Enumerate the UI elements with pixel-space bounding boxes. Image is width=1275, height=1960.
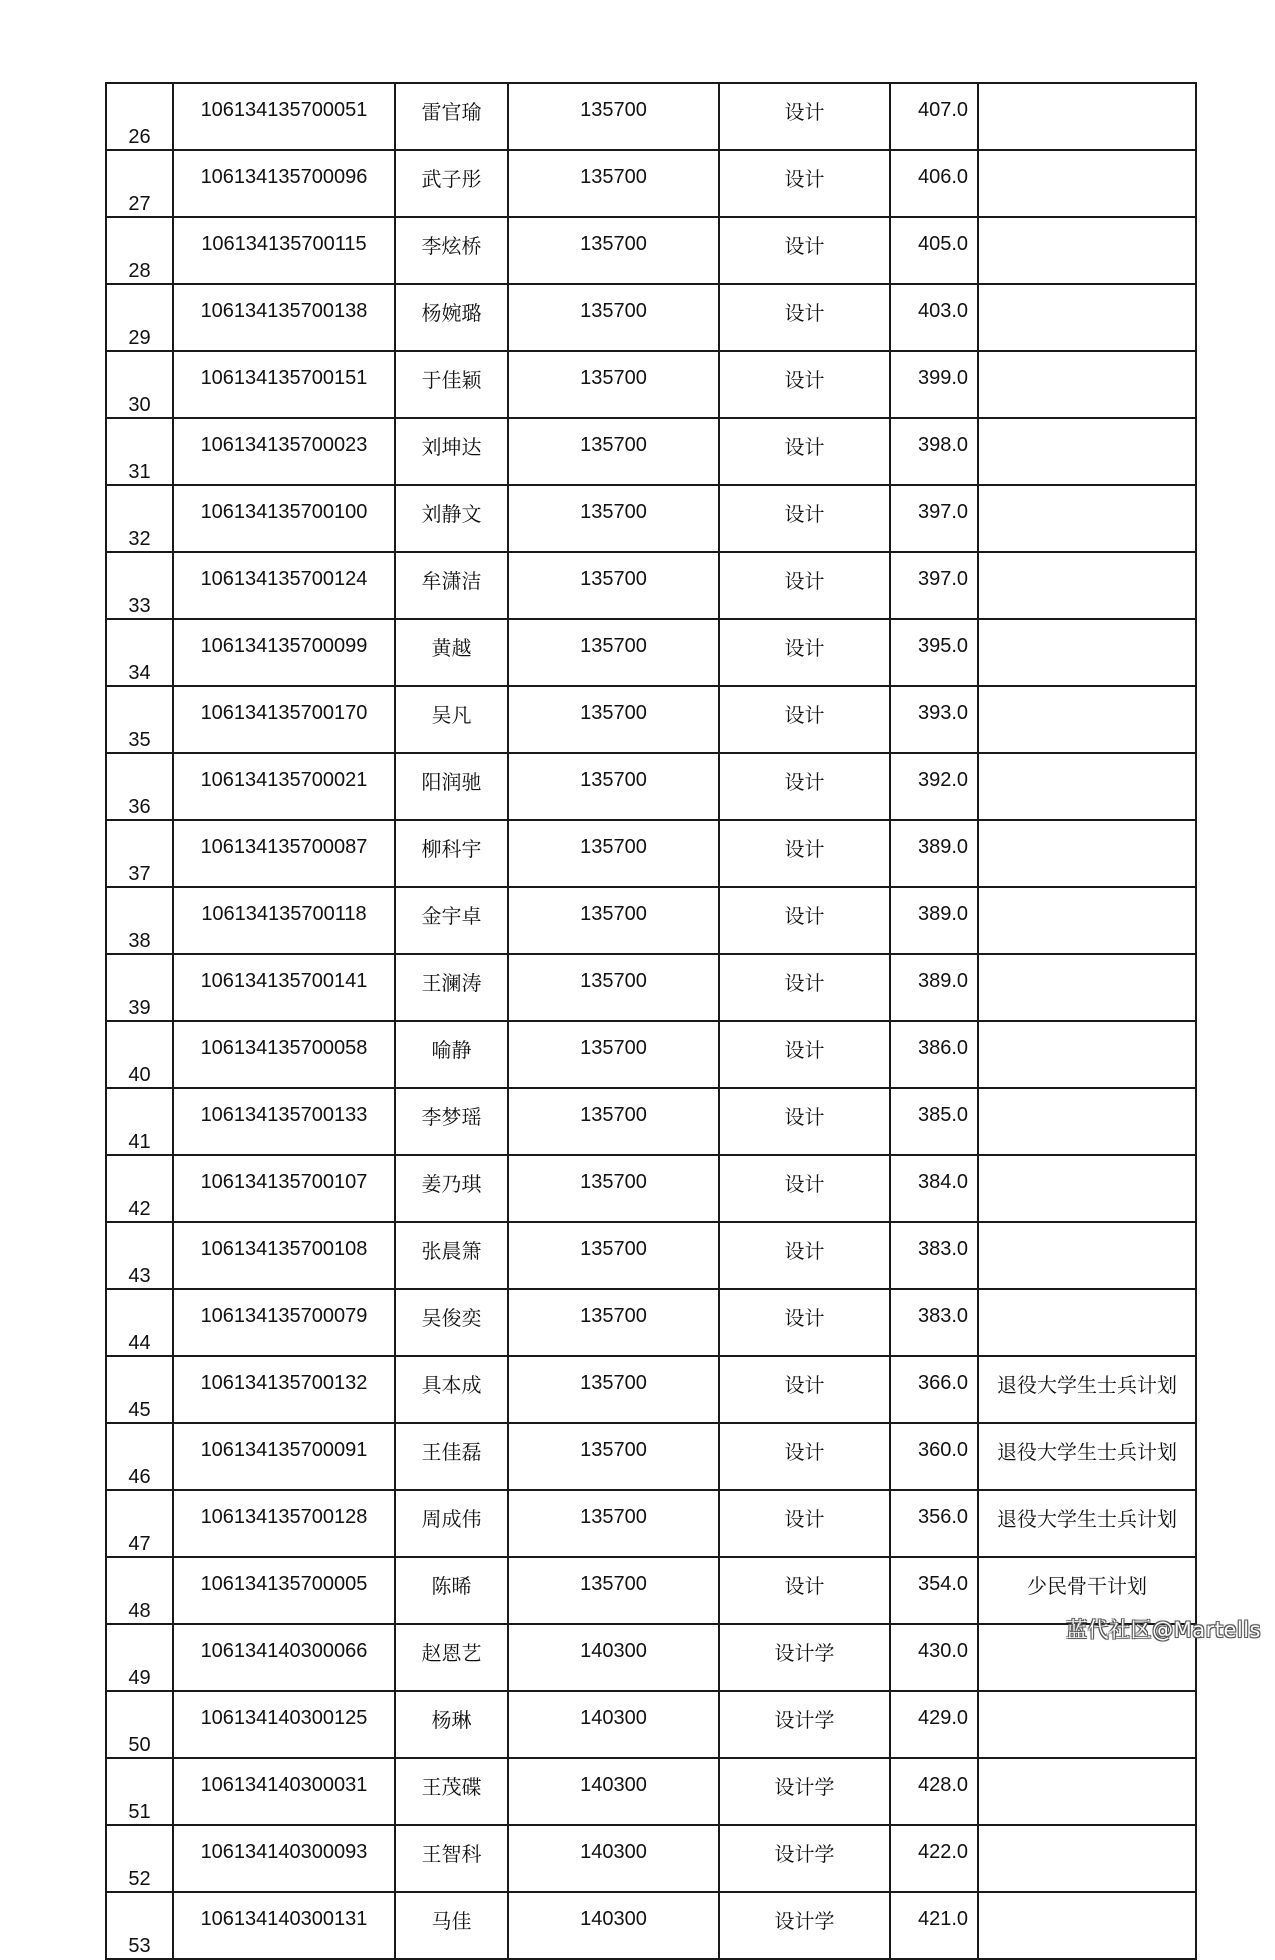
major-name-cell: 设计 (719, 552, 890, 619)
row-index-cell: 41 (106, 1088, 173, 1155)
student-name-cell: 王澜涛 (395, 954, 508, 1021)
exam-id-cell: 106134135700132 (173, 1356, 395, 1423)
row-index-cell: 46 (106, 1423, 173, 1490)
table-row (106, 753, 1196, 820)
exam-id-cell: 106134140300125 (173, 1691, 395, 1758)
total-score-cell: 428.0 (890, 1758, 978, 1825)
student-name-cell: 李炫桥 (395, 217, 508, 284)
total-score-cell: 405.0 (890, 217, 978, 284)
total-score-cell: 429.0 (890, 1691, 978, 1758)
major-code-cell: 135700 (508, 820, 719, 887)
student-name-cell: 吴凡 (395, 686, 508, 753)
major-name-cell: 设计 (719, 485, 890, 552)
remark-cell: 退役大学生士兵计划 (978, 1356, 1196, 1423)
major-code-cell: 135700 (508, 351, 719, 418)
exam-id-cell: 106134135700107 (173, 1155, 395, 1222)
row-index-cell: 39 (106, 954, 173, 1021)
student-name-cell: 金宇卓 (395, 887, 508, 954)
remark-cell (978, 1088, 1196, 1155)
major-code-cell: 135700 (508, 418, 719, 485)
table-row (106, 150, 1196, 217)
exam-id-cell: 106134135700091 (173, 1423, 395, 1490)
student-name-cell: 马佳 (395, 1892, 508, 1959)
major-name-cell: 设计 (719, 1557, 890, 1624)
major-code-cell: 135700 (508, 552, 719, 619)
remark-cell (978, 820, 1196, 887)
table-row (106, 1356, 1196, 1423)
student-name-cell: 刘坤达 (395, 418, 508, 485)
major-name-cell: 设计 (719, 1021, 890, 1088)
row-index-cell: 48 (106, 1557, 173, 1624)
major-name-cell: 设计 (719, 1222, 890, 1289)
total-score-cell: 430.0 (890, 1624, 978, 1691)
table-row (106, 418, 1196, 485)
remark-cell (978, 954, 1196, 1021)
student-name-cell: 武子彤 (395, 150, 508, 217)
major-code-cell: 135700 (508, 284, 719, 351)
major-name-cell: 设计学 (719, 1624, 890, 1691)
total-score-cell: 407.0 (890, 83, 978, 150)
student-name-cell: 吴俊奕 (395, 1289, 508, 1356)
table-row (106, 1624, 1196, 1691)
exam-id-cell: 106134135700079 (173, 1289, 395, 1356)
remark-cell (978, 686, 1196, 753)
table-row (106, 485, 1196, 552)
exam-id-cell: 106134140300066 (173, 1624, 395, 1691)
table-row (106, 1289, 1196, 1356)
student-name-cell: 王茂碟 (395, 1758, 508, 1825)
row-index-cell: 34 (106, 619, 173, 686)
row-index-cell: 27 (106, 150, 173, 217)
major-code-cell: 140300 (508, 1758, 719, 1825)
exam-id-cell: 106134135700141 (173, 954, 395, 1021)
major-name-cell: 设计学 (719, 1758, 890, 1825)
row-index-cell: 44 (106, 1289, 173, 1356)
total-score-cell: 403.0 (890, 284, 978, 351)
table-body (106, 83, 1196, 1959)
exam-id-cell: 106134135700023 (173, 418, 395, 485)
row-index-cell: 38 (106, 887, 173, 954)
major-name-cell: 设计 (719, 619, 890, 686)
table-row (106, 1892, 1196, 1959)
table-row (106, 887, 1196, 954)
row-index-cell: 43 (106, 1222, 173, 1289)
remark-cell (978, 418, 1196, 485)
major-code-cell: 135700 (508, 686, 719, 753)
admission-table (105, 82, 1197, 1960)
total-score-cell: 386.0 (890, 1021, 978, 1088)
row-index-cell: 31 (106, 418, 173, 485)
table-row (106, 1758, 1196, 1825)
major-name-cell: 设计 (719, 1490, 890, 1557)
major-code-cell: 135700 (508, 1222, 719, 1289)
major-name-cell: 设计 (719, 150, 890, 217)
exam-id-cell: 106134135700170 (173, 686, 395, 753)
remark-cell (978, 1691, 1196, 1758)
major-code-cell: 135700 (508, 1356, 719, 1423)
table-row (106, 1155, 1196, 1222)
remark-cell (978, 619, 1196, 686)
row-index-cell: 30 (106, 351, 173, 418)
remark-cell (978, 887, 1196, 954)
major-name-cell: 设计 (719, 753, 890, 820)
table-row (106, 1557, 1196, 1624)
table-row (106, 552, 1196, 619)
student-name-cell: 于佳颖 (395, 351, 508, 418)
total-score-cell: 395.0 (890, 619, 978, 686)
total-score-cell: 406.0 (890, 150, 978, 217)
row-index-cell: 36 (106, 753, 173, 820)
row-index-cell: 52 (106, 1825, 173, 1892)
total-score-cell: 354.0 (890, 1557, 978, 1624)
exam-id-cell: 106134140300093 (173, 1825, 395, 1892)
exam-id-cell: 106134135700100 (173, 485, 395, 552)
exam-id-cell: 106134140300031 (173, 1758, 395, 1825)
exam-id-cell: 106134135700108 (173, 1222, 395, 1289)
major-name-cell: 设计 (719, 887, 890, 954)
major-name-cell: 设计 (719, 1289, 890, 1356)
major-code-cell: 135700 (508, 954, 719, 1021)
exam-id-cell: 106134135700151 (173, 351, 395, 418)
major-name-cell: 设计 (719, 284, 890, 351)
remark-cell (978, 83, 1196, 150)
row-index-cell: 37 (106, 820, 173, 887)
remark-cell (978, 1021, 1196, 1088)
row-index-cell: 28 (106, 217, 173, 284)
total-score-cell: 389.0 (890, 887, 978, 954)
student-name-cell: 雷官瑜 (395, 83, 508, 150)
student-name-cell: 阳润驰 (395, 753, 508, 820)
remark-cell (978, 1892, 1196, 1959)
remark-cell: 退役大学生士兵计划 (978, 1423, 1196, 1490)
major-code-cell: 135700 (508, 1557, 719, 1624)
table-row (106, 217, 1196, 284)
student-name-cell: 赵恩艺 (395, 1624, 508, 1691)
table-row (106, 1021, 1196, 1088)
total-score-cell: 383.0 (890, 1222, 978, 1289)
major-name-cell: 设计 (719, 1356, 890, 1423)
total-score-cell: 397.0 (890, 552, 978, 619)
total-score-cell: 389.0 (890, 820, 978, 887)
table-row (106, 686, 1196, 753)
total-score-cell: 392.0 (890, 753, 978, 820)
student-name-cell: 陈晞 (395, 1557, 508, 1624)
row-index-cell: 40 (106, 1021, 173, 1088)
major-name-cell: 设计 (719, 820, 890, 887)
major-code-cell: 135700 (508, 753, 719, 820)
total-score-cell: 398.0 (890, 418, 978, 485)
total-score-cell: 389.0 (890, 954, 978, 1021)
remark-cell (978, 753, 1196, 820)
remark-cell: 少民骨干计划 (978, 1557, 1196, 1624)
total-score-cell: 397.0 (890, 485, 978, 552)
student-name-cell: 周成伟 (395, 1490, 508, 1557)
remark-cell (978, 1222, 1196, 1289)
remark-cell (978, 485, 1196, 552)
exam-id-cell: 106134135700021 (173, 753, 395, 820)
exam-id-cell: 106134135700118 (173, 887, 395, 954)
exam-id-cell: 106134135700005 (173, 1557, 395, 1624)
table-row (106, 284, 1196, 351)
table-row (106, 619, 1196, 686)
student-name-cell: 柳科宇 (395, 820, 508, 887)
major-name-cell: 设计 (719, 1088, 890, 1155)
row-index-cell: 42 (106, 1155, 173, 1222)
student-name-cell: 姜乃琪 (395, 1155, 508, 1222)
major-code-cell: 135700 (508, 83, 719, 150)
major-code-cell: 135700 (508, 619, 719, 686)
exam-id-cell: 106134135700099 (173, 619, 395, 686)
row-index-cell: 26 (106, 83, 173, 150)
student-name-cell: 杨琳 (395, 1691, 508, 1758)
major-code-cell: 140300 (508, 1691, 719, 1758)
major-code-cell: 140300 (508, 1624, 719, 1691)
row-index-cell: 50 (106, 1691, 173, 1758)
major-name-cell: 设计学 (719, 1892, 890, 1959)
major-name-cell: 设计 (719, 83, 890, 150)
major-name-cell: 设计 (719, 217, 890, 284)
major-code-cell: 135700 (508, 150, 719, 217)
student-name-cell: 张晨箫 (395, 1222, 508, 1289)
student-name-cell: 牟潇洁 (395, 552, 508, 619)
table-row (106, 1222, 1196, 1289)
row-index-cell: 45 (106, 1356, 173, 1423)
table-row (106, 1490, 1196, 1557)
exam-id-cell: 106134135700087 (173, 820, 395, 887)
table-row (106, 820, 1196, 887)
major-code-cell: 135700 (508, 1423, 719, 1490)
remark-cell (978, 1758, 1196, 1825)
total-score-cell: 360.0 (890, 1423, 978, 1490)
major-name-cell: 设计 (719, 686, 890, 753)
student-name-cell: 王佳磊 (395, 1423, 508, 1490)
major-code-cell: 140300 (508, 1892, 719, 1959)
exam-id-cell: 106134135700133 (173, 1088, 395, 1155)
exam-id-cell: 106134135700138 (173, 284, 395, 351)
major-code-cell: 135700 (508, 1021, 719, 1088)
exam-id-cell: 106134135700096 (173, 150, 395, 217)
total-score-cell: 384.0 (890, 1155, 978, 1222)
major-name-cell: 设计 (719, 1155, 890, 1222)
table-row (106, 83, 1196, 150)
major-name-cell: 设计学 (719, 1691, 890, 1758)
major-code-cell: 135700 (508, 887, 719, 954)
remark-cell (978, 1155, 1196, 1222)
major-name-cell: 设计 (719, 954, 890, 1021)
total-score-cell: 422.0 (890, 1825, 978, 1892)
exam-id-cell: 106134140300131 (173, 1892, 395, 1959)
remark-cell (978, 351, 1196, 418)
row-index-cell: 49 (106, 1624, 173, 1691)
remark-cell (978, 150, 1196, 217)
total-score-cell: 399.0 (890, 351, 978, 418)
major-name-cell: 设计 (719, 351, 890, 418)
student-name-cell: 具本成 (395, 1356, 508, 1423)
table-row (106, 1423, 1196, 1490)
row-index-cell: 29 (106, 284, 173, 351)
total-score-cell: 385.0 (890, 1088, 978, 1155)
total-score-cell: 366.0 (890, 1356, 978, 1423)
major-name-cell: 设计 (719, 1423, 890, 1490)
exam-id-cell: 106134135700051 (173, 83, 395, 150)
remark-cell (978, 217, 1196, 284)
student-name-cell: 黄越 (395, 619, 508, 686)
student-name-cell: 李梦瑶 (395, 1088, 508, 1155)
row-index-cell: 47 (106, 1490, 173, 1557)
total-score-cell: 393.0 (890, 686, 978, 753)
exam-id-cell: 106134135700058 (173, 1021, 395, 1088)
table-row (106, 954, 1196, 1021)
exam-id-cell: 106134135700115 (173, 217, 395, 284)
row-index-cell: 53 (106, 1892, 173, 1959)
row-index-cell: 35 (106, 686, 173, 753)
total-score-cell: 356.0 (890, 1490, 978, 1557)
student-name-cell: 刘静文 (395, 485, 508, 552)
table-row (106, 1825, 1196, 1892)
student-name-cell: 喻静 (395, 1021, 508, 1088)
remark-cell (978, 1825, 1196, 1892)
table-row (106, 1088, 1196, 1155)
table-row (106, 351, 1196, 418)
major-name-cell: 设计学 (719, 1825, 890, 1892)
major-code-cell: 135700 (508, 1088, 719, 1155)
major-code-cell: 135700 (508, 217, 719, 284)
total-score-cell: 383.0 (890, 1289, 978, 1356)
major-code-cell: 135700 (508, 1490, 719, 1557)
remark-cell (978, 284, 1196, 351)
table-row (106, 1691, 1196, 1758)
remark-cell (978, 1289, 1196, 1356)
watermark-text: 蓝代社区@Martells (1066, 1618, 1261, 1642)
major-name-cell: 设计 (719, 418, 890, 485)
row-index-cell: 32 (106, 485, 173, 552)
row-index-cell: 33 (106, 552, 173, 619)
major-code-cell: 135700 (508, 485, 719, 552)
remark-cell (978, 552, 1196, 619)
remark-cell: 退役大学生士兵计划 (978, 1490, 1196, 1557)
row-index-cell: 51 (106, 1758, 173, 1825)
major-code-cell: 140300 (508, 1825, 719, 1892)
student-name-cell: 杨婉璐 (395, 284, 508, 351)
exam-id-cell: 106134135700128 (173, 1490, 395, 1557)
major-code-cell: 135700 (508, 1155, 719, 1222)
total-score-cell: 421.0 (890, 1892, 978, 1959)
major-code-cell: 135700 (508, 1289, 719, 1356)
student-name-cell: 王智科 (395, 1825, 508, 1892)
exam-id-cell: 106134135700124 (173, 552, 395, 619)
